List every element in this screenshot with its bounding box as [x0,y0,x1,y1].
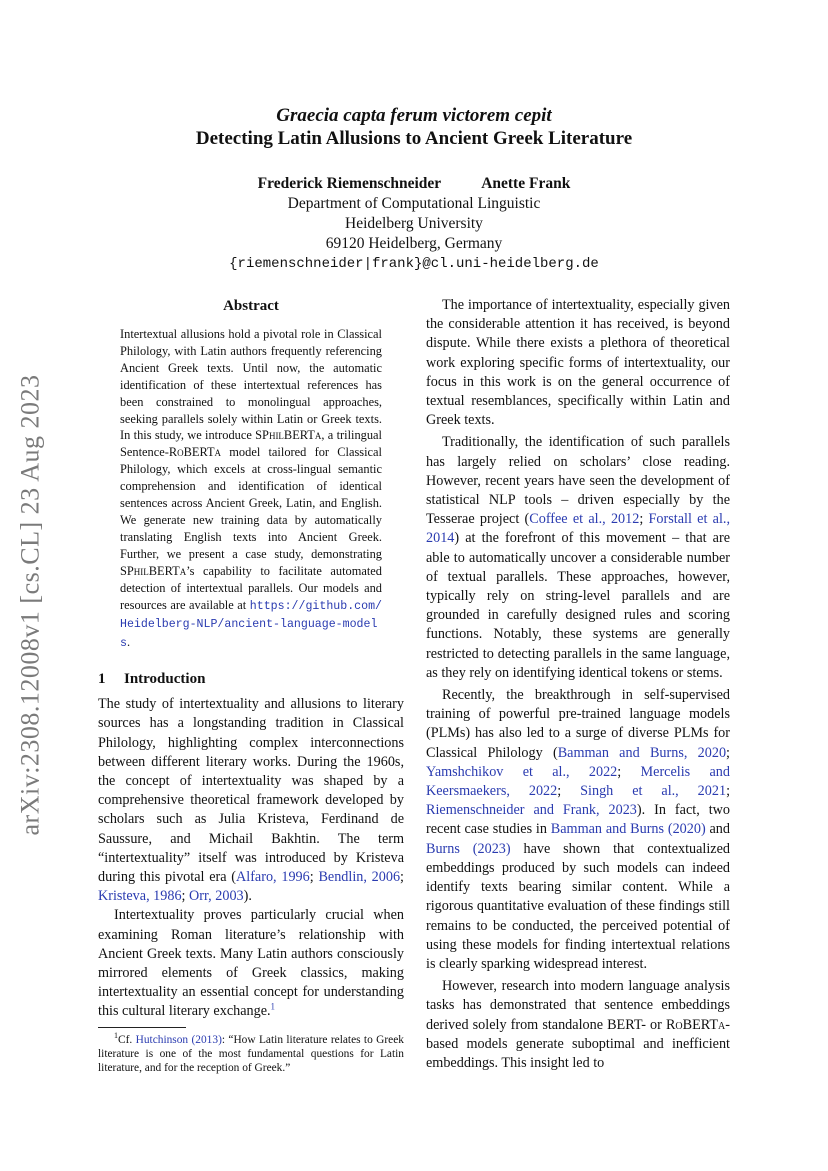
citation-link[interactable]: Coffee et al., 2012 [529,511,640,528]
abstract-text: Intertextual allusions hold a pivotal role in Classical Philology, with Latin authors frequently referencing Ancient Greek texts. Until now, the automatic identification of these intertextual references has been constrained to monolingual approaches, seeking parallels solely within Latin or Greek texts. In this study, we introduce [120,327,382,443]
author-name: Anette Frank [481,175,571,192]
body-paragraph [426,977,730,1073]
citation-link[interactable]: Burns (2023) [426,840,511,857]
section-heading-introduction [98,669,404,689]
author-name: Frederick Riemenschneider [257,175,442,192]
paragraph-text: -based models generate suboptimal and inefficient embeddings. This insight led to [426,1016,730,1071]
paper-header [98,104,730,274]
paragraph-text: ; [726,783,731,800]
paragraph-text: However, research into modern language analysis tasks has demonstrated that sentence embeddings derived solely from standalone BERT- or [426,978,730,1033]
footnote-text: Cf. [118,1034,136,1046]
citation-link[interactable]: Riemenschneider and Frank, 2023 [426,802,637,819]
affiliation-university: Heidelberg University [345,215,483,232]
paragraph-text: ; [309,869,319,886]
body-paragraph [426,433,730,683]
intro-paragraph [98,906,404,1021]
model-name: RoBERTa [665,1016,726,1033]
affiliation-address: 69120 Heidelberg, Germany [325,235,503,252]
paragraph-text: ; [181,888,190,905]
paragraph-text: ). [243,888,252,905]
citation-link[interactable]: Kristeva, 1986 [98,888,182,905]
paragraph-text: and [705,821,730,838]
arxiv-identifier: arXiv:2308.12008v1 [cs.CL] 23 Aug 2023 [15,374,44,836]
paragraph-text: ; [639,511,649,528]
paragraph-text: ; [557,783,581,800]
body-paragraph [426,686,730,974]
paragraph-text: have shown that contextualized embeddings produced by such models can indeed identify texts bearing similar content. While a rigorous quantitative evaluation of these findings still remains to be conducted, the perceived potential of using these models for finding intertextual relations is clearly sparking widespread interest. [426,840,730,972]
model-name: SPhilBERTa [120,563,187,578]
citation-link[interactable]: Bamman and Burns, 2020 [557,744,727,761]
paragraph-text: Recently, the breakthrough in self-supervised training of powerful pre-trained language models (PLMs) has also led to a surge of diverse PLMs for Classical Philology ( [426,687,730,761]
citation-link[interactable]: Yamshchikov et al., 2022 [426,763,618,780]
paragraph-text: The study of intertextuality and allusions to literary sources has a longstanding tradition in Classical Philology, highlighting complex interconnections between different literary works. During the 1960s, the concept of intertextuality was shaped by a comprehensive theoretical framework developed by scholars such as Julia Kristeva, Ferdinand de Saussure, and Michail Bakhtin. The term “intertextuality” itself was introduced by Kristeva during this pivotal era ( [98,696,404,886]
paragraph-text: Intertextuality proves particularly crucial when examining Roman literature’s relationship with Ancient Greek texts. Many Latin authors consciously mirrored elements of Greek classics, making intertextuality an essential concept for understanding this cultural literary exchange. [98,907,404,1020]
affiliation-department: Department of Computational Linguistic [287,195,541,212]
intro-paragraph [98,695,404,906]
section-number: 1 [98,671,106,688]
citation-link[interactable]: Singh et al., 2021 [580,783,727,800]
repository-link[interactable]: https://github.com/Heidelberg-NLP/ancient-language-models [120,599,382,651]
footnote [98,1033,404,1076]
paragraph-text: Traditionally, the identification of such parallels has largely relied on scholars’ close reading. However, recent years have seen the development of statistical NLP tools – driven especially by the Tesserae project ( [426,434,730,528]
right-column [426,296,730,1076]
abstract-text: ’s capability to facilitate automated detection of intertextual parallels. Our models and resources are available at [120,563,382,612]
paper-title-latin: Graecia capta ferum victorem cepit [276,105,552,126]
citation-link[interactable]: Forstall et al., 2014 [426,511,730,547]
left-column [98,296,404,1022]
abstract-text: , a trilingual Sentence- [120,428,382,460]
footnote-marker[interactable]: 1 [270,1001,276,1012]
paper-title: Detecting Latin Allusions to Ancient Greek Literature [195,128,633,149]
abstract-text: model tailored for Classical Philology, which excels at cross-lingual semantic comprehension and identification of identical sentences across Ancient Greek, Latin, and English. We generate new training data by automatically translating English texts into Ancient Greek. Further, we present a case study, demonstrating [120,445,382,561]
footnote-divider [98,1027,186,1028]
paragraph-text: ) at the forefront of this movement – that are able to automatically uncover a considerable number of textual parallels. These approaches, however, typically rely on string-level parallels and are grounded in carefully designed rules and scoring functions. Notably, these systems are generally restricted to detecting parallels in the same language, as they rely on identifying identical tokens or stems. [426,530,730,681]
model-name: RoBERTa [168,445,222,460]
body-paragraph: The importance of intertextuality, especially given the considerable attention it has received, is beyond dispute. While there exists a plethora of theoretical work exploring specific forms of intertextuality, our focus in this work is on the general occurrence of textual resemblances, specifically within Latin and Greek texts. [426,297,730,429]
author-email: {riemenschneider|frank}@cl.uni-heidelberg.de [229,256,599,272]
footnote-text: : “How Latin literature relates to Greek literature is one of the most fundamental questions for Latin literature, and for the reception of Greek.” [98,1034,404,1075]
abstract-body [120,326,382,653]
paragraph-text: ; [400,869,404,886]
citation-link[interactable]: Hutchinson (2013) [135,1034,222,1046]
citation-link[interactable]: Bamman and Burns (2020) [550,821,706,838]
paragraph-text: ). In fact, two recent case studies in [426,802,730,838]
paragraph-text: ; [617,763,641,780]
arxiv-side-stamp [10,350,50,860]
footnote-number: 1 [114,1031,118,1041]
author-list [98,174,730,194]
citation-link[interactable]: Alfaro, 1996 [236,869,310,886]
paragraph-text: ; [726,744,730,761]
section-title: Introduction [124,671,206,688]
citation-link[interactable]: Mercelis and Keersmaekers, 2022 [426,763,730,800]
abstract-text: . [126,635,131,650]
citation-link[interactable]: Orr, 2003 [189,888,244,905]
citation-link[interactable]: Bendlin, 2006 [318,869,401,886]
abstract-heading: Abstract [223,298,279,314]
model-name: SPhilBERTa [255,428,322,443]
